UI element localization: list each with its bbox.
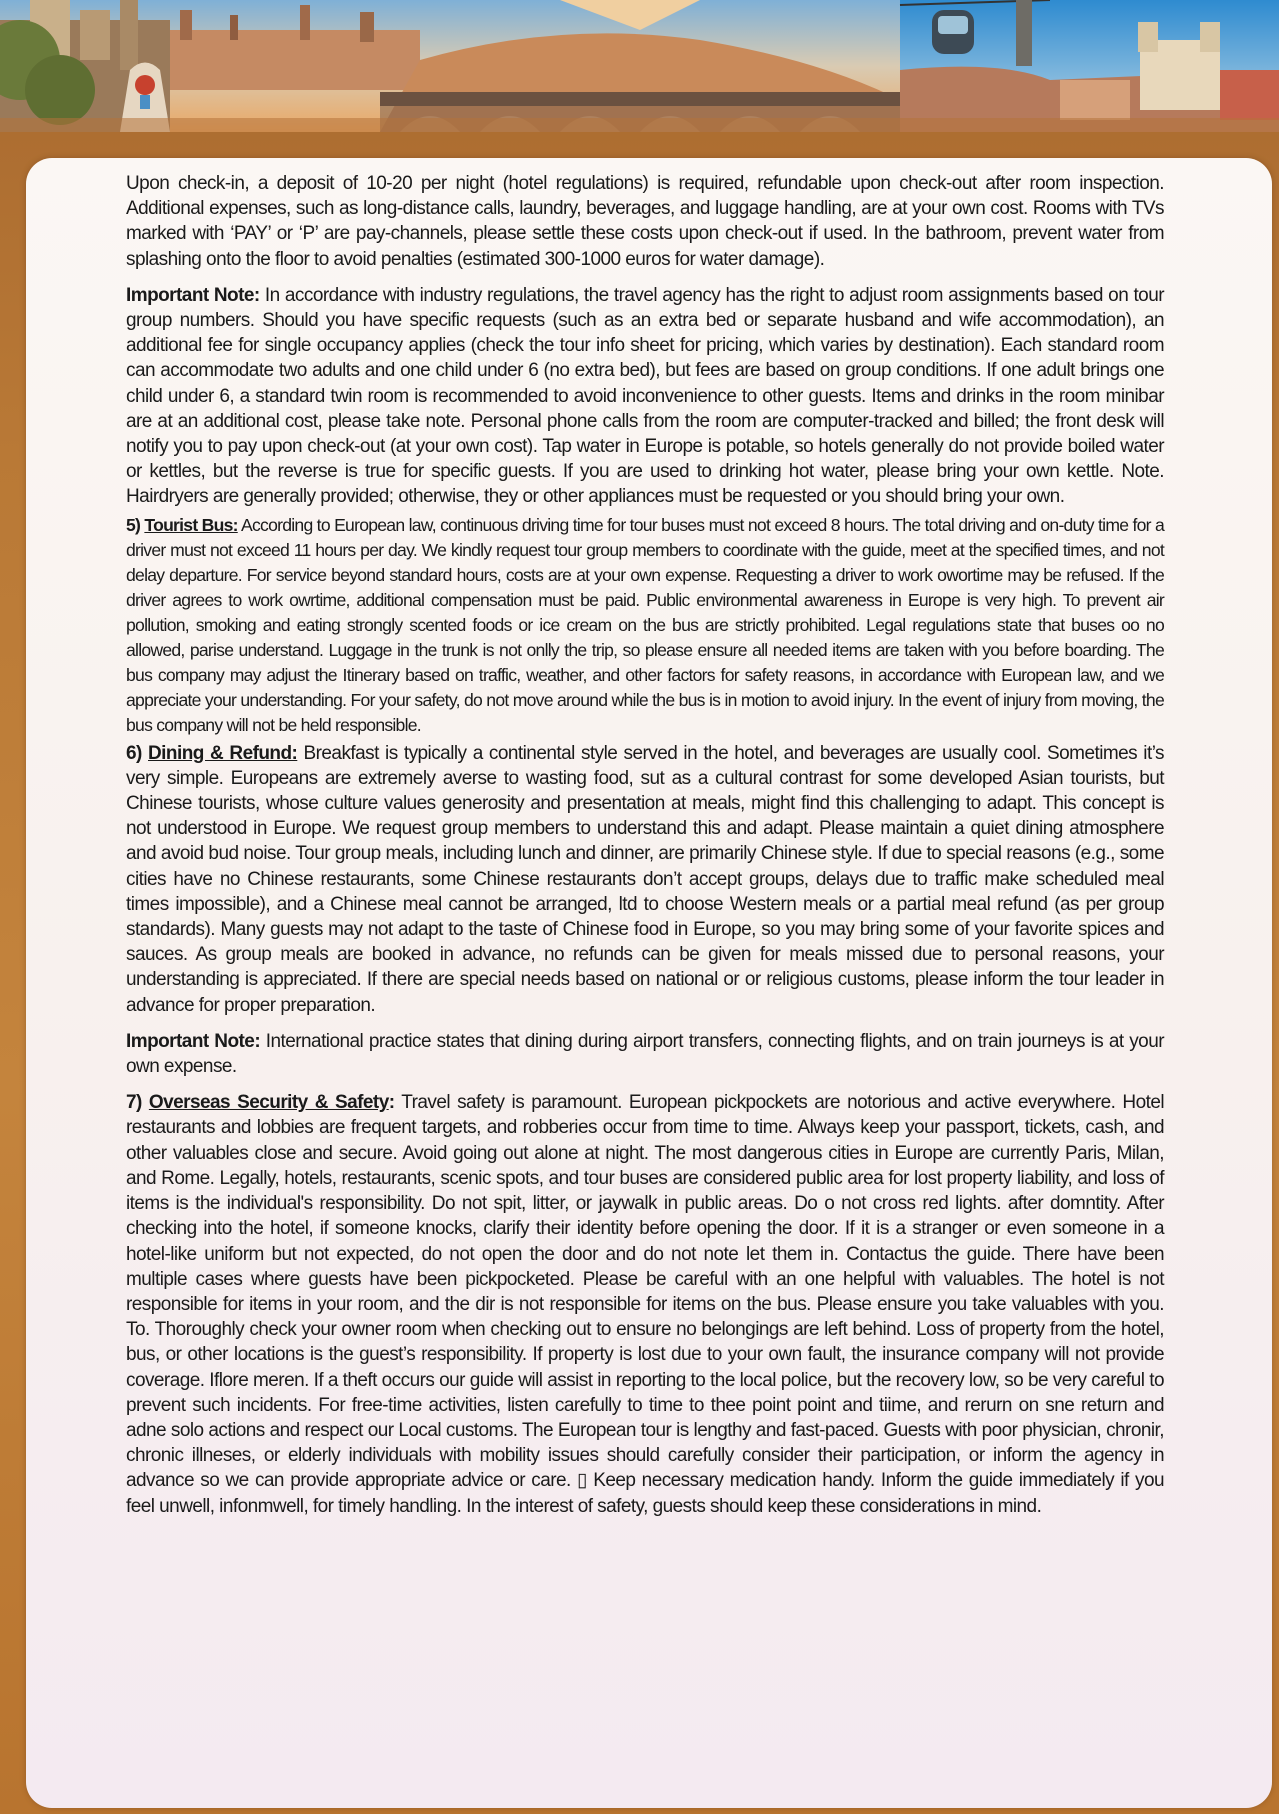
header-banner <box>0 0 1279 132</box>
section-number: 6) <box>126 742 142 764</box>
important-note-label: Important Note: <box>126 1030 261 1052</box>
section-text: According to European law, continuous driving time for tour buses must not exceed 8 hours. The total driving and on-duty time for a driver must not exceed 11 hours per day. We kindly request tour group members to coordinate with the guide, meet at the specified times, and not delay departure. For service beyond standard hours, costs are at your own expense. Requesting a driver to work owortime may be refused. If the driver agrees to work owrtime, additional compensation must be paid. Public environmental awareness in Europe is very high. To prevent air pollution, smoking and eating strongly scented foods or ice cream on the bus are strictly prohibited. Legal regulations state that buses oo no allowed, parise understand. Luggage in the trunk is not onlly the trip, so please ensure all needed items are taken with you before boarding. The bus company may adjust the Itinerary based on traffic, weather, and other factors for safety reasons, in accordance with European law, and we appreciate your understanding. For your safety, do not move around while the bus is in motion to avoid injury. In the event of injury from moving, the bus company will not be held responsible. <box>126 514 1164 735</box>
room-assignment-text: In accordance with industry regulations, the travel agency has the right to adjust room assignments based on tour group numbers. Should you have specific requests (such as an extra bed or separate husband and wife accommodation), an additional fee for single occupancy applies (check the tour info sheet for pricing, which varies by destination). Each standard room can accommodate two adults and one child under 6 (no extra bed), but fees are based on group conditions. If one adult brings one child under 6, a standard twin room is recommended to avoid inconvenience to other guests. Items and drinks in the room minibar are at an additional cost, please take note. Personal phone calls from the room are computer-tracked and billed; the front desk will notify you to pay upon check-out (at your own cost). Tap water in Europe is potable, so hotels generally do not provide boiled water or kettles, but the reverse is true for specific guests. If you are used to drinking hot water, please bring your own kettle. Note. Hairdryers are generally provided; otherwise, they or other appliances must be requested or you should bring your own. <box>126 284 1164 508</box>
dining-expense-note <box>126 1029 1164 1079</box>
section-text: Breakfast is typically a continental style served in the hotel, and beverages are usually cool. Sometimes it’s very simple. Europeans are extremely averse to wasting food, sut as a cultural contrast for some developed Asian tourists, but Chinese tourists, whose culture values generosity and presentation at meals, might find this challenging to adapt. This concept is not understood in Europe. We request group members to understand this and adapt. Please maintain a quiet dining atmosphere and avoid bud noise. Tour group meals, including lunch and dinner, are primarily Chinese style. If due to special reasons (e.g., some cities have no Chinese restaurants, some Chinese restaurants don’t accept groups, delays due to traffic make scheduled meal times impossible), and a Chinese meal cannot be arranged, ltd to choose Western meals or a partial meal refund (as per group standards). Many guests may not adapt to the taste of Chinese food in Europe, so you may bring some of your favorite spices and sauces. As group meals are booked in advance, no refunds can be given for meals missed due to personal reasons, your understanding is appreciated. If there are special needs based on national or or religious customs, please inform the tour leader in advance for proper preparation. <box>126 742 1164 1016</box>
section-number: 5) <box>126 514 141 535</box>
dining-expense-text: International practice states that dining during airport transfers, connecting flights, and on train journeys is at your own expense. <box>126 1030 1164 1078</box>
important-note-label: Important Note: <box>126 284 260 306</box>
document-body <box>126 171 1164 1530</box>
city-collage-illustration <box>0 0 1279 132</box>
section-title: Tourist Bus: <box>144 514 238 535</box>
deposit-paragraph: Upon check-in, a deposit of 10-20 per night (hotel regulations) is required, refundable upon check-out after room inspection. Additional expenses, such as long-distance calls, laundry, beverages, and luggage handling, are at your own cost. Rooms with TVs marked with ‘PAY’ or ‘P’ are pay-channels, please settle these costs upon check-out if used. In the bathroom, prevent water from splashing onto the floor to avoid penalties (estimated 300-1000 euros for water damage). <box>126 173 1164 270</box>
section-dining-refund <box>126 741 1164 1018</box>
room-assignment-note <box>126 283 1164 510</box>
section-title: Dining & Refund: <box>148 742 298 764</box>
section-tourist-bus <box>126 513 1164 738</box>
section-text: Travel safety is paramount. European pickpockets are notorious and active everywhere. Hotel restaurants and lobbies are frequent targets, and robberies occur from time to time. Always keep your passport, tickets, cash, and other valuables close and secure. Avoid going out alone at night. The most dangerous cities in Europe are currently Paris, Milan, and Rome. Legally, hotels, restaurants, scenic spots, and tour buses are considered public area for lost property liability, and loss of items is the individual's responsibility. Do not spit, litter, or jaywalk in public areas. Do o not cross red lights. after domntity. After checking into the hotel, if someone knocks, clarify their identity before opening the door. If it is a stranger or even someone in a hotel-like uniform but not expected, do not open the door and do not note let them in. Contactus the guide. There have been multiple cases where guests have been pickpocketed. Please be careful with an one helpful with valuables. The hotel is not responsible for items in your room, and the dir is not responsible for items on the bus. Please ensure you take valuables with you. To. Thoroughly check your owner room when checking out to ensure no belongings are left behind. Loss of property from the hotel, bus, or other locations is the guest’s responsibility. If property is lost due to your own fault, the insurance company will not provide coverage. Iflore meren. If a theft occurs our guide will assist in reporting to the local police, but the recovery low, so be very careful to prevent such incidents. For free-time activities, listen carefully to time to thee point point and tiime, and rerurn on sne return and adne solo actions and respect our Local customs. The European tour is lengthy and fast-paced. Guests with poor physician, chronir, chronic illneses, or elderly individuals with mobility issues should carefully consider their participation, or inform the agency in advance so we can provide appropriate advice or care. ▯ Keep necessary medication handy. Inform the guide immediately if you feel unwell, infonmwell, for timely handling. In the interest of safety, guests should keep these considerations in mind. <box>126 1092 1165 1517</box>
section-title: Overseas Security & Safety <box>148 1092 389 1114</box>
section-number: 7) <box>126 1092 142 1114</box>
section-overseas-security: 7) Overseas Security & Safety: Travel safety is paramount. European pickpockets are notorious and active everywhere. Hotel restaurants and lobbies are frequent targets, and robberies occur from time to time. Always keep your passport, tickets, cash, and other valuables close and secure. Avoid going out alone at night. The most dangerous cities in Europe are currently Paris, Milan, and Rome. Legally, hotels, restaurants, scenic spots, and tour buses are considered public area for lost property liability, and loss of items is the individual's responsibility. Do not spit, litter, or jaywalk in public areas. Do o not cross red lights. after domntity. After checking into the hotel, if someone knocks, clarify their identity before opening the door. If it is a stranger or even someone in a hotel-like uniform but not expected, do not open the door and do not note let them in. Contactus the guide. There have been multiple cases where guests have been pickpocketed. Please be careful with an one helpful with valuables. The hotel is not responsible for items in your room, and the dir is not responsible for items on the bus. Please ensure you take valuables with you. To. Thoroughly check your owner room when checking out to ensure no belongings are left behind. Loss of property from the hotel, bus, or other locations is the guest’s responsibility. If property is lost due to your own fault, the insurance company will not provide coverage. Iflore meren. If a theft occurs our guide will assist in reporting to the local police, but the recovery low, so be very careful to prevent such incidents. For free-time activities, listen carefully to time to thee point point and tiime, and rerurn on sne return and adne solo actions and respect our Local customs. The European tour is lengthy and fast-paced. Guests with poor physician, chronir, chronic illneses, or elderly individuals with mobility issues should carefully consider their participation, or inform the agency in advance so we can provide appropriate advice or care. ▯ Keep necessary medication handy. Inform the guide immediately if you feel unwell, infonmwell, for timely handling. In the interest of safety, guests should keep these considerations in mind. <box>126 1092 1165 1517</box>
